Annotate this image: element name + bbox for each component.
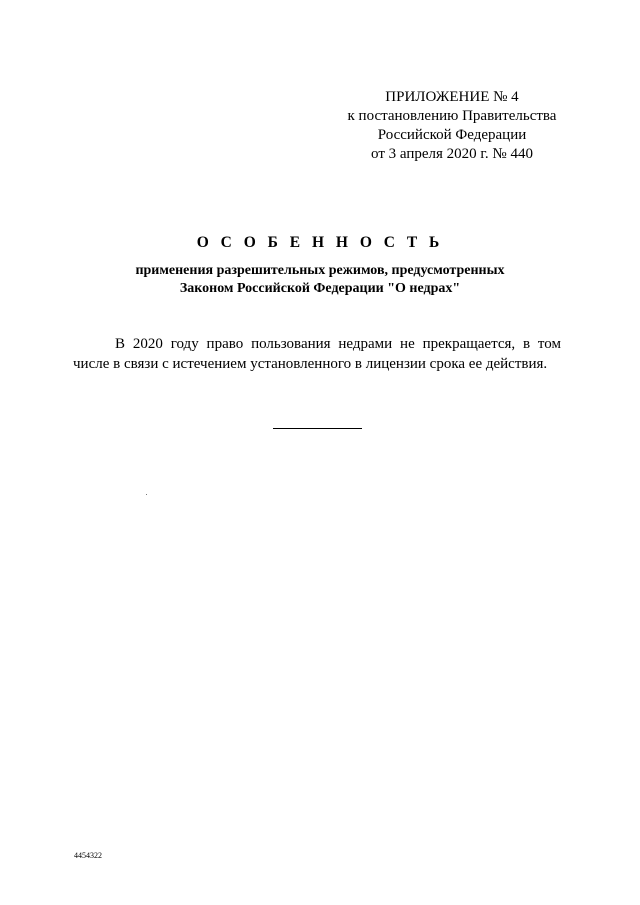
document-subtitle [0,262,640,298]
appendix-date-number: от 3 апреля 2020 г. № 440 [371,146,533,162]
body-paragraph [73,334,561,374]
scan-speck [146,494,147,495]
appendix-government: Российской Федерации [377,127,527,143]
document-title: О С О Б Е Н Н О С Т Ь [196,234,444,251]
body-line-2: числе в связи с истечением установленного в лицензии срока ее действия. [73,356,548,372]
subtitle-line-1: применения разрешительных режимов, предусмотренных [135,263,505,278]
subtitle-line-2: Законом Российской Федерации "О недрах" [179,281,461,296]
appendix-number: ПРИЛОЖЕНИЕ № 4 [385,89,519,105]
appendix-resolution-ref: к постановлению Правительства [347,108,557,124]
document-number: 4454322 [74,851,102,860]
body-line-1: В 2020 году право пользования недрами не прекращается, в том [115,336,561,352]
end-divider [273,428,362,429]
appendix-header [330,88,574,164]
